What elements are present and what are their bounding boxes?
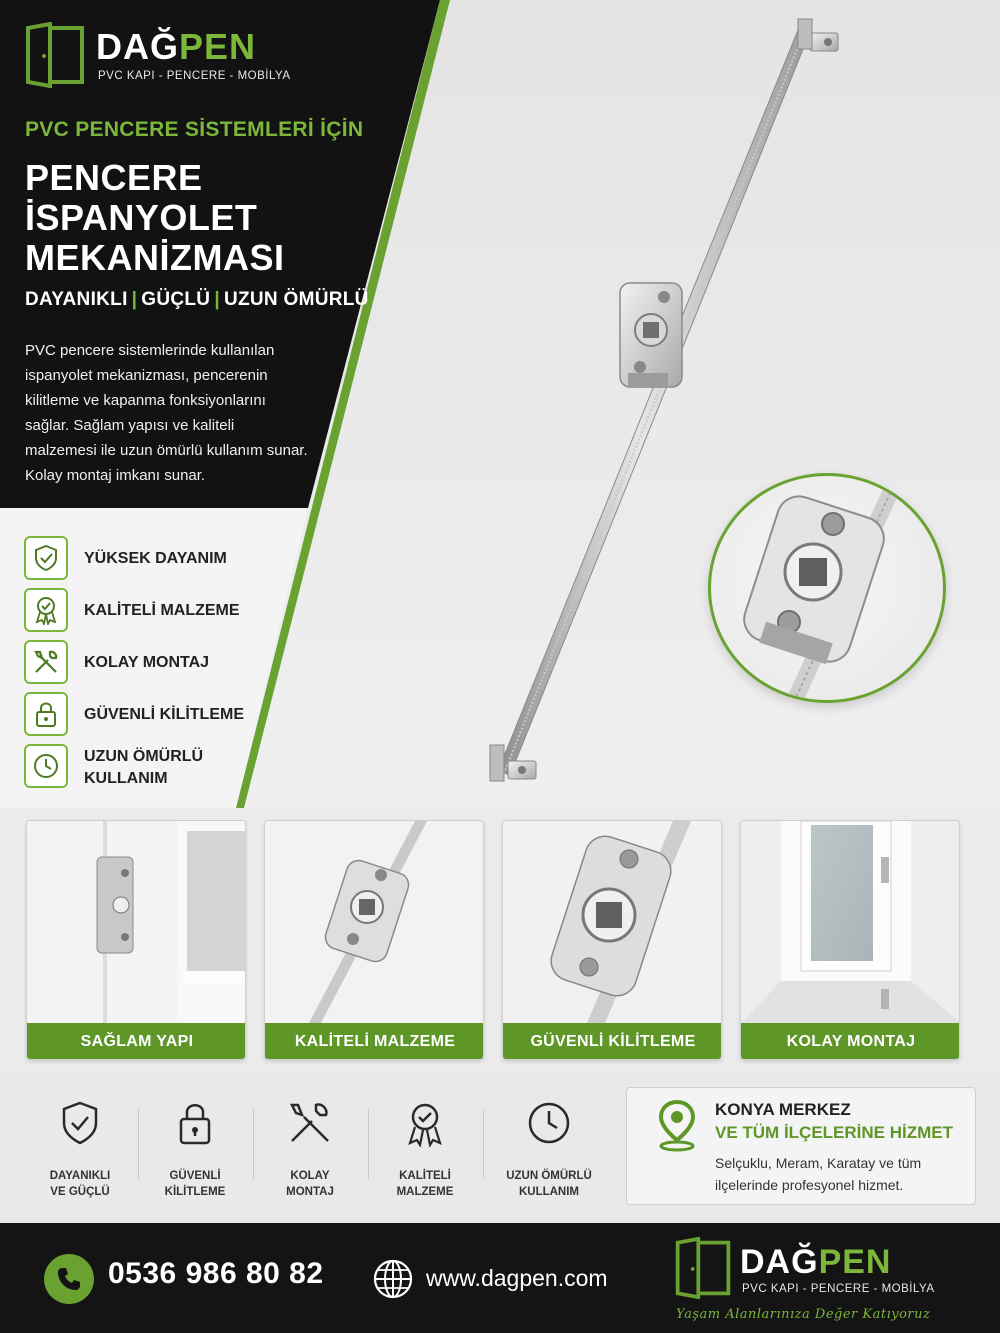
gallery-card-label: KALİTELİ MALZEME [265, 1023, 484, 1060]
title-line: MEKANİZMASI [25, 237, 285, 278]
zoom-detail-circle [708, 473, 946, 703]
feature-item [24, 640, 284, 686]
gearbox-photo [265, 821, 484, 1023]
bottom-feature-label: DAYANIKLI VE GÜÇLÜ [49, 1170, 111, 1198]
bottom-feature-label: KALİTELİ MALZEME [396, 1170, 454, 1198]
phone-number-link[interactable]: 0536 986 80 82 [108, 1257, 324, 1290]
gearbox-closeup-image [711, 476, 946, 703]
brand-subtitle: PVC KAPI - PENCERE - MOBİLYA [98, 70, 291, 82]
clock-icon [525, 1099, 573, 1147]
gallery-card-label: SAĞLAM YAPI [27, 1023, 246, 1060]
feature-label: KALİTELİ MALZEME [84, 602, 240, 619]
window-frame-photo [27, 821, 246, 1023]
service-text: Selçuklu, Meram, Karatay ve tüm ilçelerinde profesyonel hizmet. [715, 1155, 922, 1193]
service-subtitle: VE TÜM İLÇELERİNE HİZMET [715, 1123, 953, 1142]
hero-kicker: PVC PENCERE SİSTEMLERİ İÇİN [25, 118, 364, 141]
gallery-card[interactable] [264, 820, 484, 1060]
bottom-feature-label: UZUN ÖMÜRLÜ KULLANIM [506, 1170, 592, 1198]
award-badge-icon [24, 588, 68, 632]
feature-item [24, 588, 284, 634]
service-title: KONYA MERKEZ [715, 1100, 851, 1119]
brand-slogan: Yaşam Alanlarınıza Değer Katıyoruz [676, 1307, 931, 1322]
service-area-box [626, 1087, 976, 1205]
divider [368, 1109, 369, 1179]
installed-window-photo [741, 821, 960, 1023]
feature-label: YÜKSEK DAYANIM [84, 550, 227, 567]
website-link[interactable]: www.dagpen.com [426, 1265, 608, 1291]
feature-label: UZUN ÖMÜRLÜ KULLANIM [84, 748, 204, 787]
bottom-feature-label: KOLAY MONTAJ [286, 1170, 334, 1198]
brand-logo[interactable] [22, 22, 322, 92]
divider [138, 1109, 139, 1179]
clock-icon [24, 744, 68, 788]
title-line: PENCERE [25, 157, 203, 198]
feature-label: KOLAY MONTAJ [84, 654, 210, 671]
divider [253, 1109, 254, 1179]
gallery-card-label: GÜVENLİ KİLİTLEME [503, 1023, 722, 1060]
feature-item [24, 744, 284, 790]
door-frame-logo-icon [22, 22, 88, 88]
phone-icon[interactable] [44, 1254, 94, 1304]
hero-description: PVC pencere sistemlerinde kullanılan ispanyolet mekanizması, pencerenin kilitleme ve kapanma fonksiyonlarını sağlar. Sağlam yapısı ve kaliteli malzemesi ile uzun ömürlü kullanım sunar. Kolay montaj imkanı sunar. [25, 342, 308, 484]
bottom-feature-item [140, 1099, 250, 1209]
padlock-icon [171, 1099, 219, 1147]
hero-tagline: DAYANIKLI | GÜÇLÜ | UZUN ÖMÜRLÜ [25, 289, 369, 310]
feature-label: GÜVENLİ KİLİTLEME [84, 706, 244, 723]
bottom-feature-item [370, 1099, 480, 1209]
shield-check-icon [24, 536, 68, 580]
door-frame-logo-icon [672, 1237, 734, 1299]
bottom-feature-item [25, 1099, 135, 1209]
gallery-card[interactable] [740, 820, 960, 1060]
location-pin-icon [655, 1098, 699, 1152]
shield-check-icon [56, 1099, 104, 1147]
tools-icon [286, 1099, 334, 1147]
image-gallery [26, 820, 966, 1060]
award-badge-icon [401, 1099, 449, 1147]
gallery-card[interactable] [26, 820, 246, 1060]
gallery-card[interactable] [502, 820, 722, 1060]
feature-item [24, 692, 284, 738]
brand-name: DAĞPEN [740, 1243, 892, 1281]
feature-item [24, 536, 284, 582]
brand-name: DAĞPEN [96, 26, 257, 67]
page-title [25, 158, 365, 278]
brand-logo-footer[interactable] [672, 1237, 972, 1327]
bottom-feature-label: GÜVENLİ KİLİTLEME [164, 1170, 226, 1198]
bottom-feature-item [494, 1099, 604, 1209]
divider [483, 1109, 484, 1179]
padlock-icon [24, 692, 68, 736]
brand-subtitle: PVC KAPI - PENCERE - MOBİLYA [742, 1283, 935, 1295]
gallery-card-label: KOLAY MONTAJ [741, 1023, 960, 1060]
lock-closeup-photo [503, 821, 722, 1023]
title-line: İSPANYOLET [25, 197, 258, 238]
bottom-feature-item [255, 1099, 365, 1209]
footer [0, 1223, 1000, 1333]
globe-icon [372, 1258, 414, 1300]
tools-icon [24, 640, 68, 684]
